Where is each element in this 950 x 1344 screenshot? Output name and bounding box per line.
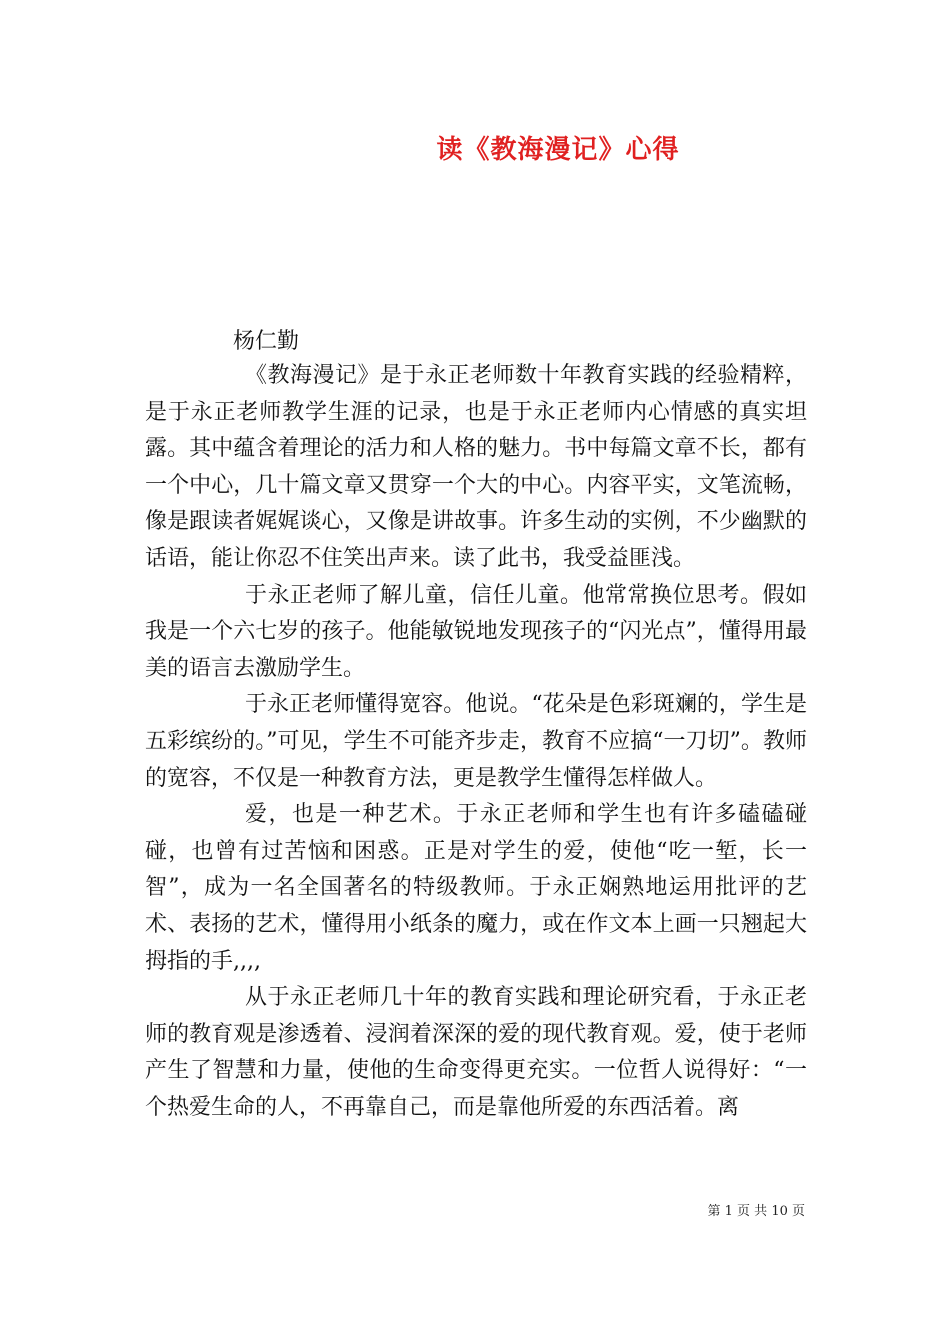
paragraph-2: 于永正老师了解儿童，信任儿童。他常常换位思考。假如我是一个六七岁的孩子。他能敏锐地发现孩子的“闪光点”，懂得用最美的语言去激励学生。 [145,582,807,681]
author-name: 杨仁勤 [233,329,300,354]
paragraph-4: 爱，也是一种艺术。于永正老师和学生也有许多磕磕碰碰，也曾有过苦恼和困惑。正是对学生的爱，使他“吃一堑，长一智”，成为一名全国著名的特级教师。于永正娴熟地运用批评的艺术、表扬的艺术，懂得用小纸条的魔力，或在作文本上画一只翘起大拇指的手,,,, [145,802,807,974]
document-body [145,358,807,1126]
page-number-footer: 第 1 页 共 10 页 [707,1204,805,1219]
document-title: 读《教海漫记》心得 [436,135,680,165]
paragraph-5: 从于永正老师几十年的教育实践和理论研究看，于永正老师的教育观是渗透着、浸润着深深的爱的现代教育观。爱，使于老师产生了智慧和力量，使他的生命变得更充实。一位哲人说得好：“一个热爱生命的人，不再靠自己，而是靠他所爱的东西活着。离 [145,985,807,1120]
paragraph-3: 于永正老师懂得宽容。他说。“花朵是色彩斑斓的，学生是五彩缤纷的。”可见，学生不可能齐步走，教育不应搞“一刀切”。教师的宽容，不仅是一种教育方法，更是教学生懂得怎样做人。 [145,692,807,791]
paragraph-1: 《教海漫记》是于永正老师数十年教育实践的经验精粹，是于永正老师教学生涯的记录，也是于永正老师内心情感的真实坦露。其中蕴含着理论的活力和人格的魅力。书中每篇文章不长，都有一个中心，几十篇文章又贯穿一个大的中心。内容平实，文笔流畅，像是跟读者娓娓谈心，又像是讲故事。许多生动的实例，不少幽默的话语，能让你忍不住笑出声来。读了此书，我受益匪浅。 [145,363,807,571]
